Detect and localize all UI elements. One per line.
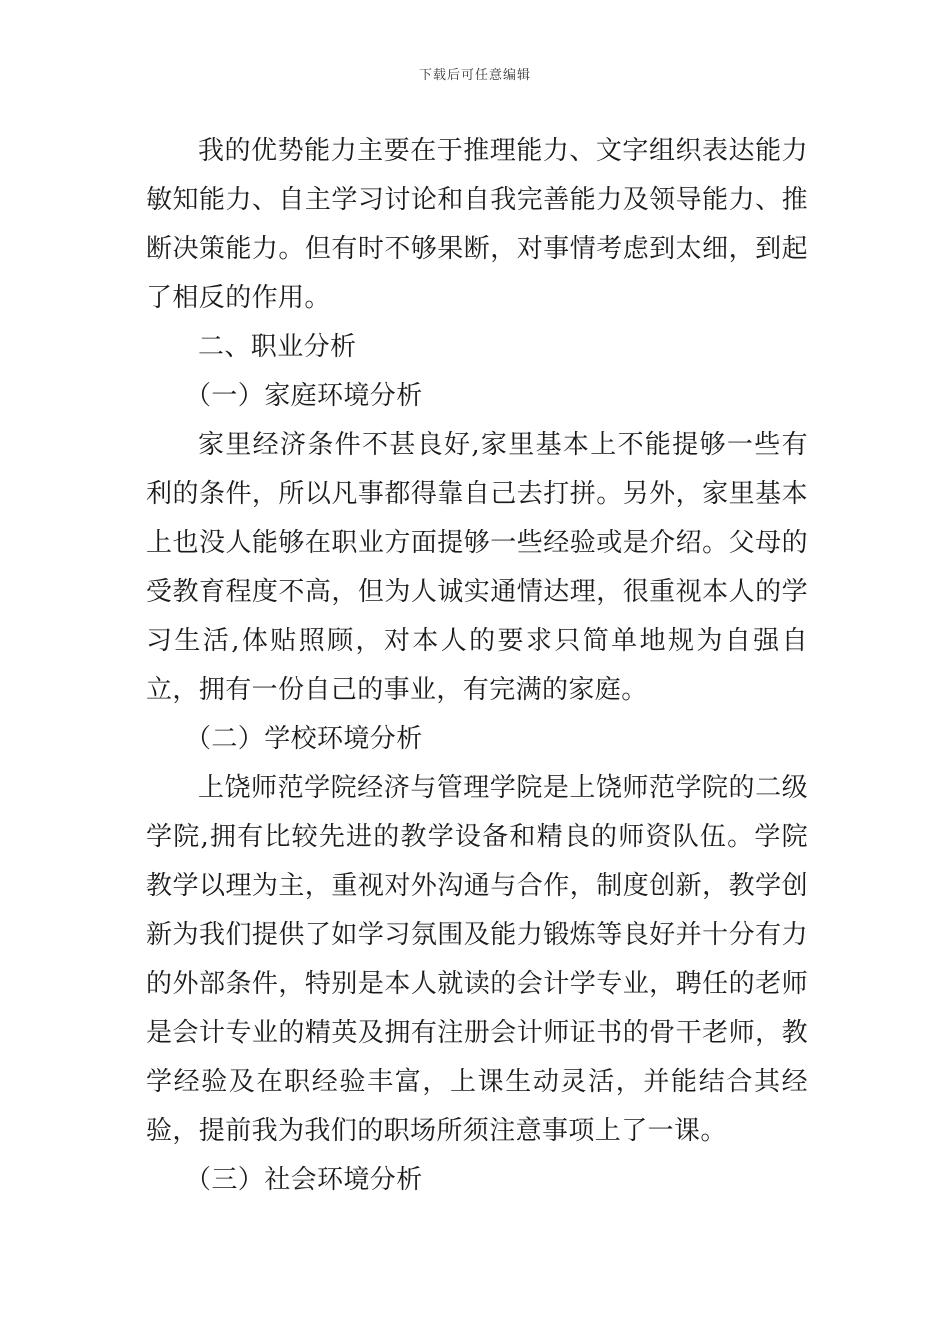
subheading-social-environment: （三）社会环境分析 — [185, 1165, 423, 1195]
school-paragraph: 上饶师范学院经济与管理学院是上饶师范学院的二级学院,拥有比较先进的教学设备和精良的师资队伍。学院教学以理为主，重视对外沟通与合作，制度创新，教学创新为我们提供了如学习氛围及能力锻炼等良好并十分有力的外部条件，特别是本人就读的会计学专业，聘任的老师是会计专业的精英及拥有注册会计师证书的骨干老师，教学经验及在职经验丰富，上课生动灵活，并能结合其经验，提前我为我们的职场所须注意事项上了一课。 — [146, 773, 808, 1146]
subheading-family-environment: （一）家庭环境分析 — [185, 381, 423, 411]
download-note: 下载后可任意编辑 — [418, 68, 531, 83]
document-body — [146, 127, 808, 1205]
subheading-school-environment: （二）学校环境分析 — [185, 724, 423, 754]
strengths-paragraph: 我的优势能力主要在于推理能力、文字组织表达能力敏知能力、自主学习讨论和自我完善能力及领导能力、推断决策能力。但有时不够果断，对事情考虑到太细，到起了相反的作用。 — [146, 136, 808, 313]
section-heading-career-analysis: 二、职业分析 — [198, 332, 357, 362]
family-paragraph: 家里经济条件不甚良好,家里基本上不能提够一些有利的条件，所以凡事都得靠自己去打拼。另外，家里基本上也没人能够在职业方面提够一些经验或是介绍。父母的受教育程度不高，但为人诚实通情达理，很重视本人的学习生活,体贴照顾，对本人的要求只简单地规为自强自立，拥有一份自己的事业，有完满的家庭。 — [146, 430, 808, 705]
